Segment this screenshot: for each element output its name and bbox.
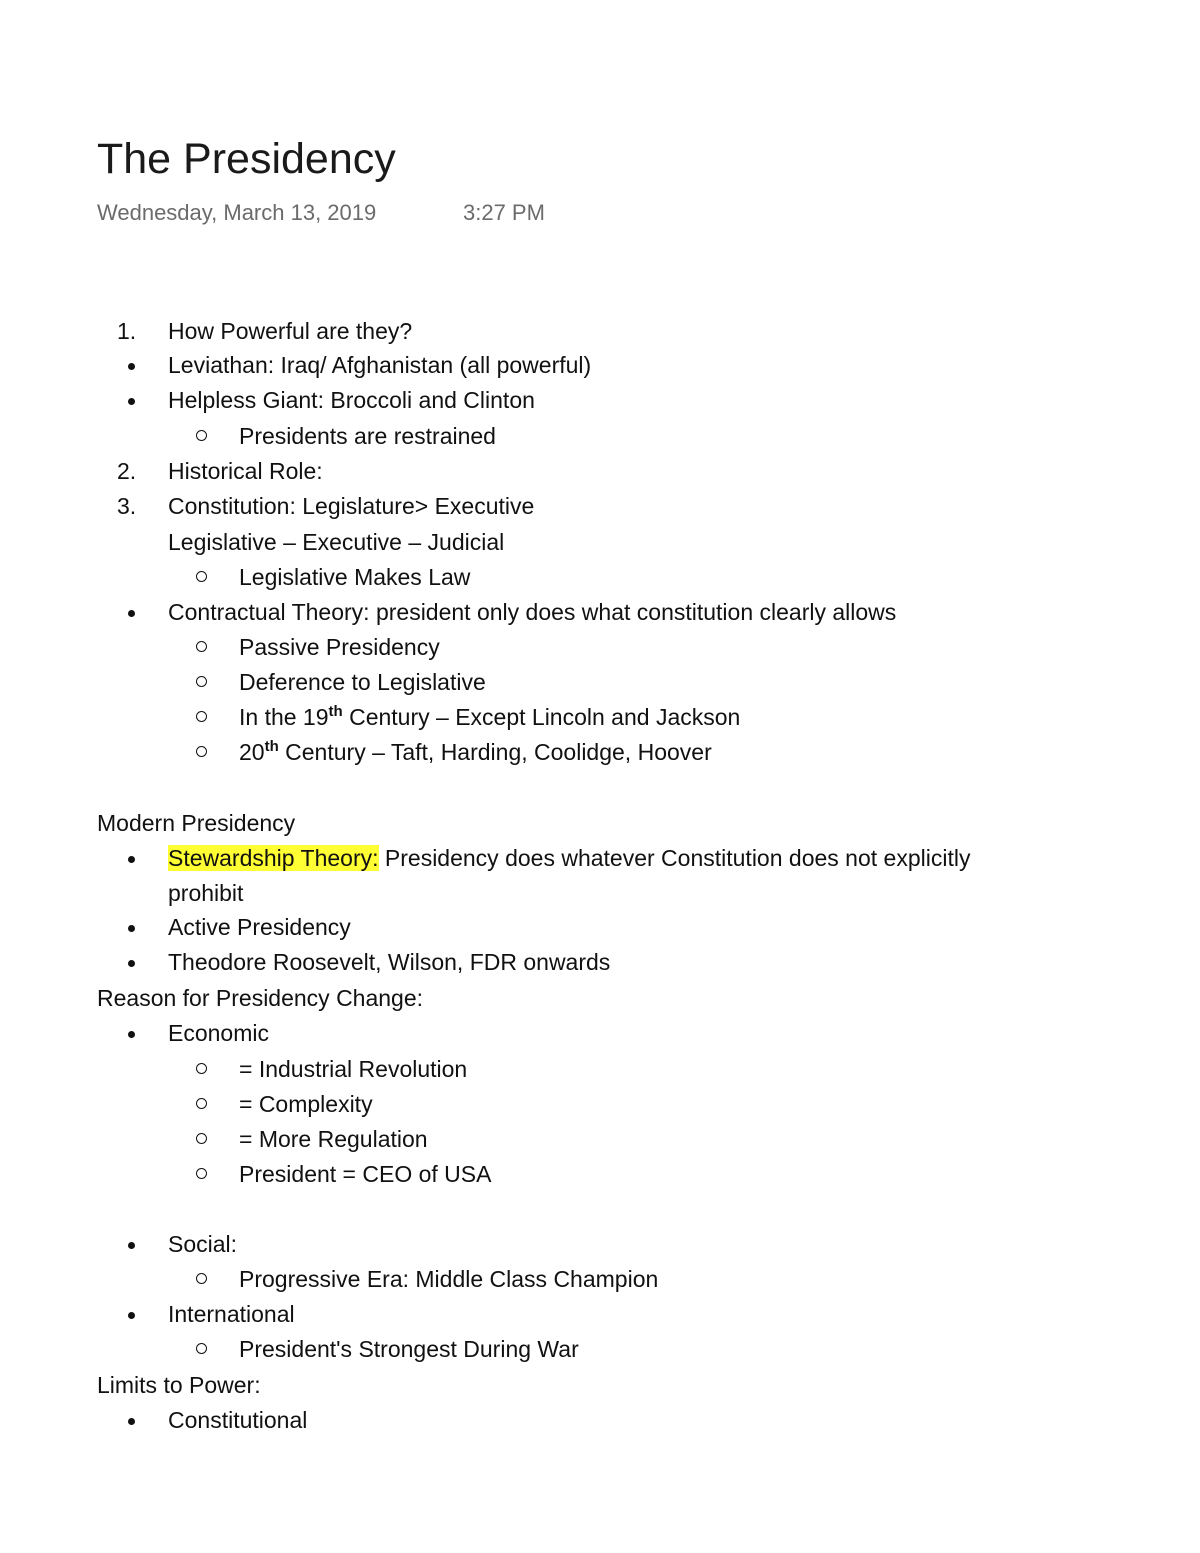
list-item bbox=[239, 702, 740, 732]
list-number: 3. bbox=[117, 493, 137, 519]
bullet-icon bbox=[128, 1312, 135, 1319]
definition-text: Presidency does whatever Constitution does not explicitly bbox=[378, 845, 971, 871]
bullet-icon bbox=[128, 610, 135, 617]
list-item: Passive Presidency bbox=[239, 634, 440, 660]
note-time: 3:27 PM bbox=[463, 200, 545, 225]
century-text: Century – Taft, Harding, Coolidge, Hoover bbox=[278, 739, 712, 765]
list-item: = More Regulation bbox=[239, 1126, 428, 1152]
list-item: = Complexity bbox=[239, 1091, 373, 1117]
list-number: 1. bbox=[117, 318, 137, 344]
circle-bullet-icon bbox=[196, 571, 207, 582]
bullet-icon bbox=[128, 960, 135, 967]
list-item: Constitutional bbox=[168, 1407, 308, 1433]
superscript: th bbox=[264, 738, 279, 755]
list-item: How Powerful are they? bbox=[168, 318, 413, 344]
section-heading: Reason for Presidency Change: bbox=[97, 985, 424, 1011]
century-text: Century – Except Lincoln and Jackson bbox=[342, 704, 741, 730]
circle-bullet-icon bbox=[196, 1343, 207, 1354]
list-item: Presidents are restrained bbox=[239, 423, 496, 449]
list-item bbox=[239, 737, 712, 767]
superscript: th bbox=[328, 703, 343, 720]
circle-bullet-icon bbox=[196, 1168, 207, 1179]
list-item: Active Presidency bbox=[168, 914, 351, 940]
bullet-icon bbox=[128, 1031, 135, 1038]
note-timestamp bbox=[97, 198, 545, 228]
list-item: Legislative Makes Law bbox=[239, 564, 471, 590]
list-item: Progressive Era: Middle Class Champion bbox=[239, 1266, 659, 1292]
circle-bullet-icon bbox=[196, 1098, 207, 1109]
list-item: International bbox=[168, 1301, 295, 1327]
circle-bullet-icon bbox=[196, 746, 207, 757]
list-number: 2. bbox=[117, 458, 137, 484]
circle-bullet-icon bbox=[196, 1273, 207, 1284]
list-item: Constitution: Legislature> Executive bbox=[168, 493, 535, 519]
bullet-icon bbox=[128, 925, 135, 932]
list-item: Economic bbox=[168, 1020, 269, 1046]
list-item: Social: bbox=[168, 1231, 238, 1257]
list-item-continuation: prohibit bbox=[168, 880, 244, 906]
circle-bullet-icon bbox=[196, 711, 207, 722]
circle-bullet-icon bbox=[196, 1133, 207, 1144]
list-item: Helpless Giant: Broccoli and Clinton bbox=[168, 387, 535, 413]
circle-bullet-icon bbox=[196, 641, 207, 652]
list-item: Contractual Theory: president only does what constitution clearly allows bbox=[168, 599, 897, 625]
highlighted-term: Stewardship Theory: bbox=[168, 845, 379, 871]
circle-bullet-icon bbox=[196, 676, 207, 687]
bullet-icon bbox=[128, 398, 135, 405]
bullet-icon bbox=[128, 856, 135, 863]
list-item-continuation: Legislative – Executive – Judicial bbox=[168, 529, 505, 555]
bullet-icon bbox=[128, 363, 135, 370]
century-text: In the 19 bbox=[239, 704, 329, 730]
list-item: Deference to Legislative bbox=[239, 669, 486, 695]
circle-bullet-icon bbox=[196, 430, 207, 441]
note-date: Wednesday, March 13, 2019 bbox=[97, 200, 377, 225]
bullet-icon bbox=[128, 1242, 135, 1249]
circle-bullet-icon bbox=[196, 1063, 207, 1074]
list-item: Theodore Roosevelt, Wilson, FDR onwards bbox=[168, 949, 611, 975]
page-title: The Presidency bbox=[97, 135, 396, 183]
list-item: Historical Role: bbox=[168, 458, 323, 484]
bullet-icon bbox=[128, 1418, 135, 1425]
list-item: Leviathan: Iraq/ Afghanistan (all powerful) bbox=[168, 352, 592, 378]
list-item: President = CEO of USA bbox=[239, 1161, 492, 1187]
list-item: President's Strongest During War bbox=[239, 1336, 579, 1362]
section-heading: Limits to Power: bbox=[97, 1372, 261, 1398]
section-heading: Modern Presidency bbox=[97, 810, 296, 836]
list-item bbox=[168, 843, 970, 873]
list-item: = Industrial Revolution bbox=[239, 1056, 468, 1082]
century-text: 20 bbox=[239, 739, 265, 765]
